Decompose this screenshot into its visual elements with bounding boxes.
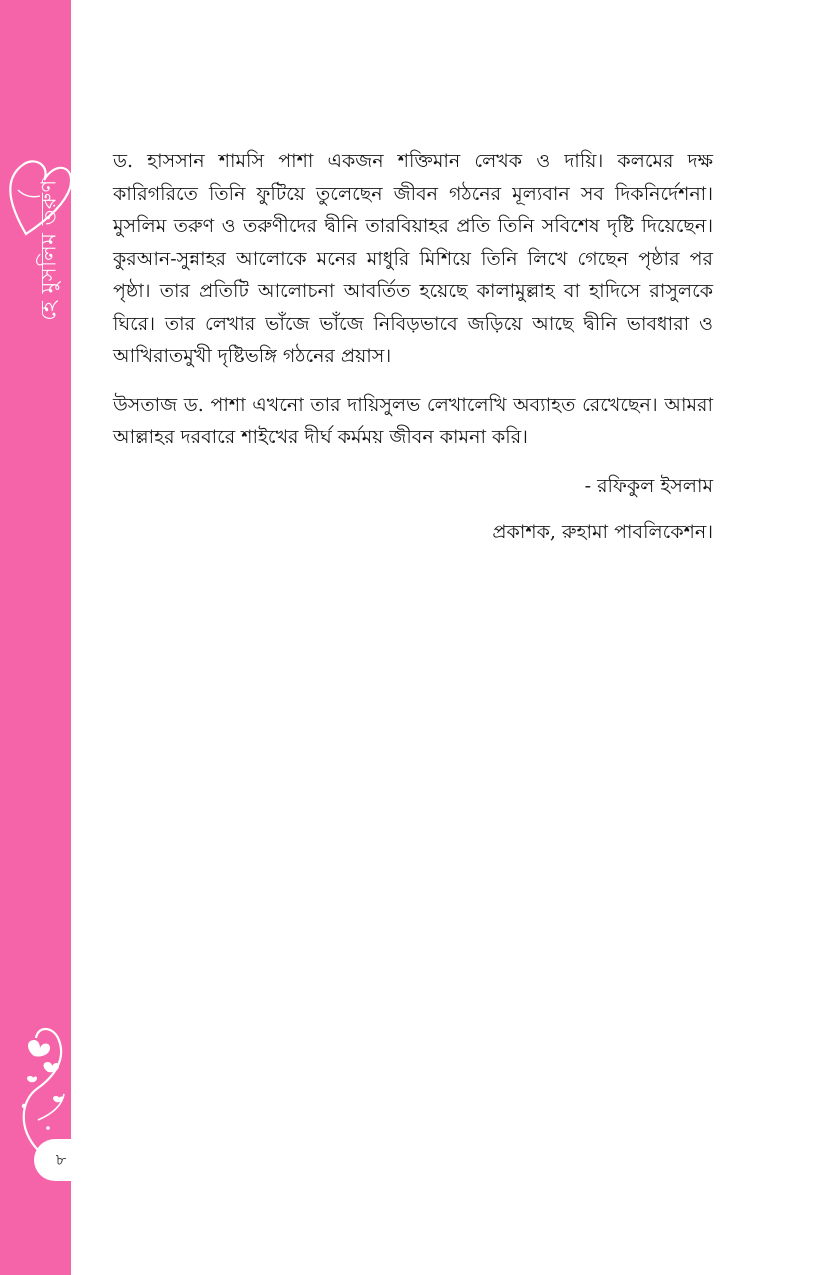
page-number: ৮ bbox=[55, 1149, 67, 1169]
signature-publisher: প্রকাশক, রুহামা পাবলিকেশন। bbox=[492, 520, 713, 543]
sidebar bbox=[0, 0, 71, 1275]
signature-name: - রফিকুল ইসলাম bbox=[584, 474, 713, 497]
paragraph-2: উসতাজ ড. পাশা এখনো তার দায়িসুলভ লেখালেখি অব্যাহত রেখেছেন। আমরা আল্লাহর দরবারে শাইখের দীর্ঘ কর্মময় জীবন কামনা করি। bbox=[113, 393, 713, 448]
page-number-tab bbox=[34, 1139, 82, 1181]
main-text bbox=[113, 145, 713, 548]
book-title: হে মুসলিম তরুণ bbox=[36, 179, 61, 321]
floral-flourish-icon bbox=[8, 1010, 74, 1160]
paragraph-1: ড. হাসসান শামসি পাশা একজন শক্তিমান লেখক ও দায়ি। কলমের দক্ষ কারিগরিতে তিনি ফুটিয়ে তুলেছেন জীবন গঠনের মূল্যবান সব দিকনির্দেশনা। মুসলিম তরুণ ও তরুণীদের দ্বীনি তারবিয়াহর প্রতি তিনি সবিশেষ দৃষ্টি দিয়েছেন। কুরআন-সুন্নাহর আলোকে মনের মাধুরি মিশিয়ে তিনি লিখে গেছেন পৃষ্ঠার পর পৃষ্ঠা। তার প্রতিটি আলোচনা আবর্তিত হয়েছে কালামুল্লাহ বা হাদিসে রাসুলকে ঘিরে। তার লেখার ভাঁজে ভাঁজে নিবিড়ভাবে জড়িয়ে আছে দ্বীনি ভাবধারা ও আখিরাতমুখী দৃষ্টিভঙ্গি গঠনের প্রয়াস। bbox=[113, 150, 713, 367]
